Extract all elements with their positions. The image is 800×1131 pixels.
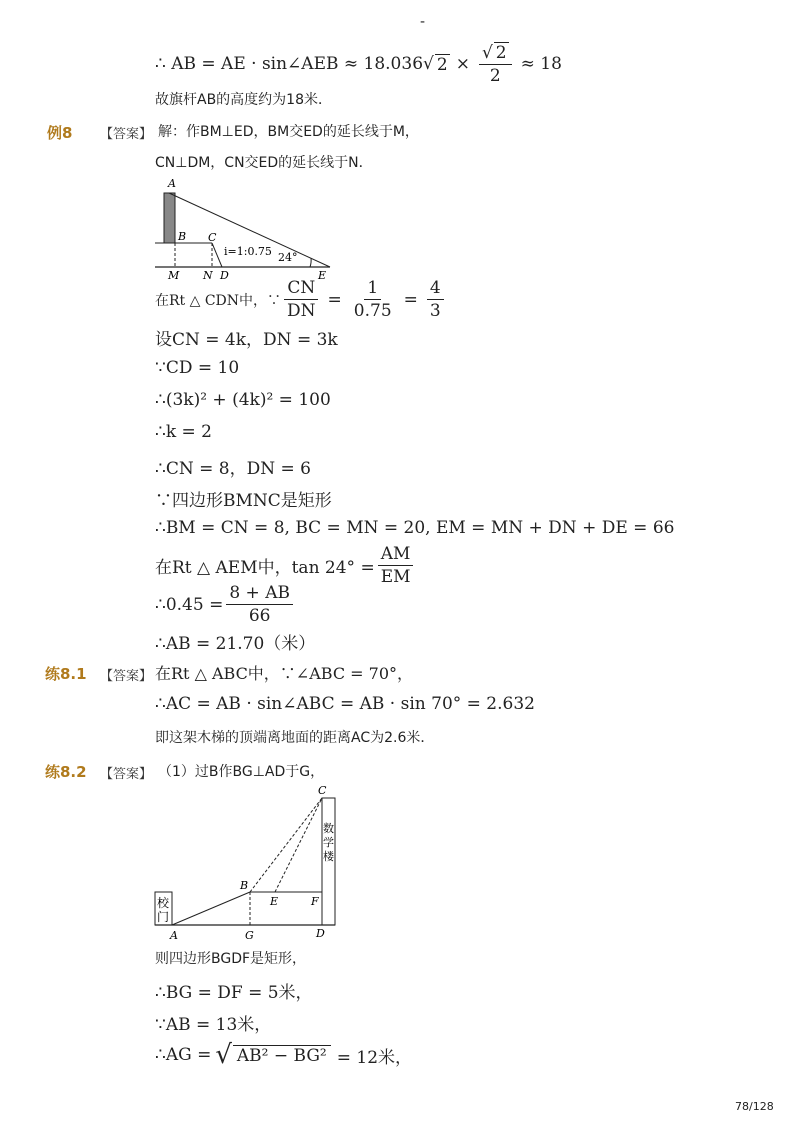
practice-label: 练8.2 xyxy=(45,763,87,781)
point-e-label: E xyxy=(270,895,279,908)
step-line: ∴(3k)² + (4k)² = 100 xyxy=(155,390,331,410)
times-symbol: × xyxy=(455,54,470,74)
fraction-sqrt2-over-2 xyxy=(479,42,512,86)
equation-ag xyxy=(155,1042,412,1068)
step-line: ∴AB = 21.70（米） xyxy=(155,634,316,654)
step-line: ∵CD = 10 xyxy=(155,358,240,378)
step-prefix: 在Rt △ CDN中，∵ xyxy=(155,292,282,309)
sqrt-symbol: √ xyxy=(423,54,434,74)
frac-denominator: DN xyxy=(287,301,316,321)
fraction-1-075 xyxy=(351,278,395,321)
point-d-label: D xyxy=(316,927,325,940)
page-number: 78/128 xyxy=(735,1100,774,1113)
point-a-label: A xyxy=(170,929,178,942)
angle-arc xyxy=(310,258,311,267)
building-char: 楼 xyxy=(323,850,334,863)
step-line: ∴CN = 8，DN = 6 xyxy=(155,459,311,479)
equals-sign: = xyxy=(327,289,342,310)
eq-tail: ≈ 18 xyxy=(520,54,562,74)
point-m-label: M xyxy=(168,269,180,282)
solution-line: 在Rt △ ABC中，∵∠ABC = 70°， xyxy=(155,664,414,683)
sqrt-symbol: √ xyxy=(215,1040,232,1070)
point-d-label: D xyxy=(220,269,229,282)
solution-line: ∴AC = AB · sin∠ABC = AB · sin 70° = 2.632 xyxy=(155,694,535,714)
sqrt-radicand: 2 xyxy=(436,54,448,75)
point-b-label: B xyxy=(240,879,249,892)
page-top-mark: - xyxy=(420,14,426,30)
point-a-label: A xyxy=(168,177,176,190)
frac-denominator: 3 xyxy=(429,301,441,321)
frac-denominator: EM xyxy=(380,567,411,587)
example-label: 例8 xyxy=(47,124,73,142)
flagpole-wall xyxy=(164,193,175,243)
fraction-8ab-66 xyxy=(226,583,293,626)
step-line: ∴k = 2 xyxy=(155,422,212,442)
step-line: ∵四边形BMNC是矩形 xyxy=(155,491,332,511)
step-prefix: ∴AG = xyxy=(155,1045,212,1065)
dashed-ec xyxy=(275,798,322,892)
frac-numerator: 4 xyxy=(427,278,444,300)
eq-tail: = 12米， xyxy=(336,1047,413,1068)
equals-sign: = xyxy=(403,289,418,310)
step-tan xyxy=(155,544,417,587)
building-char: 学 xyxy=(323,836,334,849)
solution-line: CN⊥DM，CN交ED的延长线于N． xyxy=(155,155,373,171)
fraction-am-em xyxy=(378,544,414,587)
solution-line: 解：作BM⊥ED，BM交ED的延长线于M， xyxy=(158,124,419,140)
gate-char: 门 xyxy=(157,910,170,924)
point-f-label: F xyxy=(311,895,319,908)
step-line: ∴BM = CN = 8, BC = MN = 20, EM = MN + DN + DE = 66 xyxy=(155,518,675,538)
solution-line: 即这架木梯的顶端离地面的距离AC为2.6米． xyxy=(155,730,435,746)
answer-tag: 【答案】 xyxy=(100,669,153,684)
point-c-label: C xyxy=(318,784,327,797)
practice-label: 练8.1 xyxy=(45,665,87,683)
equation-ab-ae xyxy=(155,42,562,86)
frac-numerator: CN xyxy=(284,278,318,300)
sqrt-symbol: √ xyxy=(481,43,493,63)
fraction-4-3 xyxy=(427,278,444,321)
fraction-cn-dn xyxy=(284,278,319,321)
point-n-label: N xyxy=(203,269,213,282)
step-prefix: ∴0.45 = xyxy=(155,594,224,615)
slope-ab xyxy=(172,892,250,925)
figure-flagpole xyxy=(150,175,340,283)
frac-numerator: 1 xyxy=(364,278,381,300)
frac-numerator: AM xyxy=(378,544,414,566)
step-prefix: 在Rt △ AEM中，tan 24° = xyxy=(155,558,375,578)
slope-line xyxy=(212,243,222,267)
sqrt-radicand: AB² − BG² xyxy=(233,1045,331,1066)
frac-denominator: 2 xyxy=(489,66,501,86)
frac-numerator: 2 xyxy=(495,43,507,63)
answer-tag: 【答案】 xyxy=(100,127,153,142)
building-char: 数 xyxy=(323,822,334,835)
point-c-label: C xyxy=(208,231,217,244)
frac-numerator: 8 + AB xyxy=(226,583,293,605)
solution-line: ∵AB = 13米， xyxy=(155,1015,272,1035)
step-ratio xyxy=(155,278,447,321)
point-e-label: E xyxy=(318,269,327,282)
angle-label: 24° xyxy=(278,251,298,264)
figure-building xyxy=(150,780,345,945)
frac-denominator: 66 xyxy=(248,606,271,626)
dashed-bc xyxy=(250,798,322,892)
frac-denominator: 0.75 xyxy=(353,301,392,321)
point-g-label: G xyxy=(245,929,254,942)
step-line: 设CN = 4k，DN = 3k xyxy=(155,330,338,350)
eq-prefix: ∴ AB = AE · sin∠AEB ≈ 18.036 xyxy=(155,54,424,74)
gate-char: 校 xyxy=(157,896,170,910)
point-b-label: B xyxy=(178,230,187,243)
solution-line: ∴BG = DF = 5米， xyxy=(155,983,313,1003)
step-045 xyxy=(155,583,296,626)
answer-tag: 【答案】 xyxy=(100,767,153,782)
conclusion-text: 故旗杆AB的高度约为18米． xyxy=(155,92,332,108)
solution-line: 则四边形BGDF是矩形， xyxy=(155,951,307,967)
solution-line: （1）过B作BG⊥AD于G， xyxy=(158,764,325,780)
slope-ratio-label: i=1:0.75 xyxy=(224,245,272,258)
